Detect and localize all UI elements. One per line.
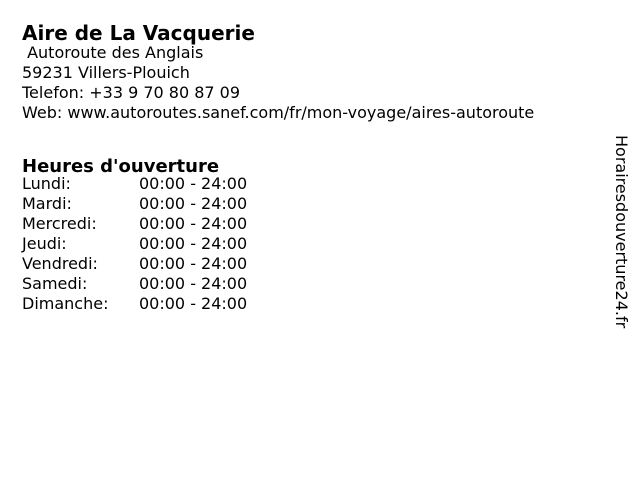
time-value: 00:00 - 24:00 (139, 234, 248, 253)
address-block (22, 43, 534, 123)
hours-row-sunday (22, 294, 247, 314)
web-line: Web: www.autoroutes.sanef.com/fr/mon-voyage/aires-autoroute (22, 103, 535, 122)
site-watermark: Horairesdouverture24.fr (612, 135, 631, 329)
address-city: 59231 Villers-Plouich (22, 63, 190, 82)
day-label: Jeudi: (22, 234, 67, 253)
time-value: 00:00 - 24:00 (139, 254, 248, 273)
time-value: 00:00 - 24:00 (139, 174, 248, 193)
day-label: Lundi: (22, 174, 71, 193)
day-label: Mardi: (22, 194, 72, 213)
hours-row-monday (22, 174, 247, 194)
hours-row-wednesday (22, 214, 247, 234)
opening-hours-heading: Heures d'ouverture (22, 155, 220, 177)
hours-row-thursday (22, 234, 247, 254)
address-street: Autoroute des Anglais (22, 43, 204, 62)
phone-line: Telefon: +33 9 70 80 87 09 (22, 83, 241, 102)
page-title: Aire de La Vacquerie (22, 21, 255, 46)
hours-row-tuesday (22, 194, 247, 214)
opening-hours-table (22, 174, 247, 314)
time-value: 00:00 - 24:00 (139, 274, 248, 293)
hours-row-saturday (22, 274, 247, 294)
hours-row-friday (22, 254, 247, 274)
day-label: Vendredi: (22, 254, 98, 273)
time-value: 00:00 - 24:00 (139, 214, 248, 233)
time-value: 00:00 - 24:00 (139, 294, 248, 313)
time-value: 00:00 - 24:00 (139, 194, 248, 213)
day-label: Mercredi: (22, 214, 97, 233)
day-label: Dimanche: (22, 294, 109, 313)
day-label: Samedi: (22, 274, 88, 293)
